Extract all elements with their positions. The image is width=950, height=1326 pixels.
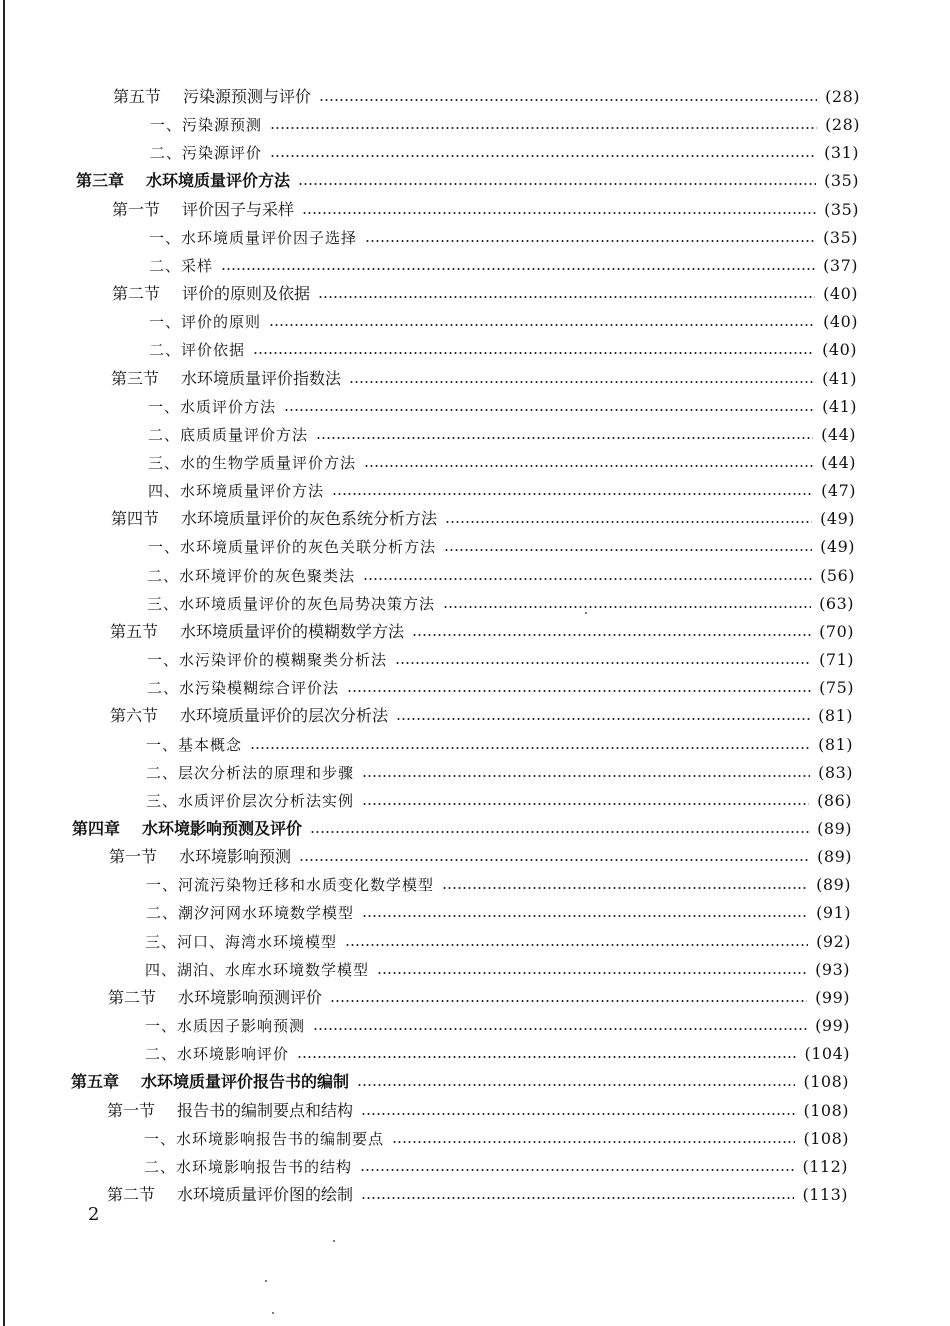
toc-page-ref: (89) <box>816 875 851 894</box>
toc-chapter-title: 水环境质量评价方法 <box>146 171 291 190</box>
toc-dot-leader <box>363 578 812 580</box>
toc-item-title: 一、污染源预测 <box>150 116 263 134</box>
toc-chapter-row <box>76 167 859 195</box>
toc-item-title: 一、水环境质量评价的灰色关联分析方法 <box>148 538 437 556</box>
toc-section-row <box>108 984 850 1012</box>
toc-page-ref: (40) <box>823 312 858 331</box>
toc-section-title: 报告书的编制要点和结构 <box>177 1101 354 1120</box>
toc-item-row <box>147 646 854 674</box>
toc-section-row <box>110 618 854 646</box>
toc-page-ref: (112) <box>802 1157 848 1176</box>
toc-section-title: 水环境质量评价指数法 <box>181 369 342 388</box>
toc-section-row <box>113 83 860 111</box>
toc-page-ref: (35) <box>824 200 859 219</box>
toc-dot-leader <box>361 1197 794 1199</box>
toc-page-ref: (70) <box>819 622 854 641</box>
toc-section-label: 第五节 <box>113 87 162 106</box>
toc-dot-leader <box>364 465 813 467</box>
toc-dot-leader <box>316 437 813 439</box>
toc-page-ref: (37) <box>823 256 858 275</box>
toc-item-row <box>149 336 857 364</box>
toc-page-ref: (83) <box>818 763 853 782</box>
toc-dot-leader <box>392 1141 795 1143</box>
toc-section-title: 水环境质量评价的灰色系统分析方法 <box>181 509 438 528</box>
toc-chapter-title: 水环境质量评价报告书的编制 <box>141 1072 350 1091</box>
toc-page-ref: (81) <box>818 706 853 725</box>
toc-chapter-title: 水环境影响预测及评价 <box>142 819 303 838</box>
toc-section-title: 水环境影响预测 <box>179 847 292 866</box>
toc-section-row <box>107 1097 849 1125</box>
toc-section-row <box>107 1181 848 1209</box>
toc-item-title: 一、基本概念 <box>146 736 243 754</box>
toc-item-title: 三、水环境质量评价的灰色局势决策方法 <box>147 595 436 613</box>
scan-speck <box>333 1240 335 1242</box>
toc-dot-leader <box>361 1113 795 1115</box>
toc-item-title: 一、水污染评价的模糊聚类分析法 <box>147 651 388 669</box>
toc-page-ref: (41) <box>822 397 857 416</box>
toc-item-row <box>148 421 856 449</box>
toc-page-ref: (71) <box>819 650 854 669</box>
toc-dot-leader <box>298 183 816 185</box>
toc-item-title: 一、水环境质量评价因子选择 <box>149 229 358 247</box>
toc-item-title: 二、污染源评价 <box>150 144 263 162</box>
toc-dot-leader <box>284 409 814 411</box>
toc-chapter-row <box>71 1068 849 1096</box>
scan-speck <box>585 612 587 614</box>
toc-dot-leader <box>270 127 817 129</box>
toc-dot-leader <box>395 662 811 664</box>
toc-page-ref: (86) <box>817 791 852 810</box>
toc-chapter-row <box>72 815 852 843</box>
toc-dot-leader <box>377 972 807 974</box>
toc-dot-leader <box>362 775 810 777</box>
toc-page-ref: (108) <box>803 1072 849 1091</box>
toc-page-ref: (28) <box>825 115 860 134</box>
toc-page-ref: (41) <box>822 369 857 388</box>
toc-section-row <box>112 196 859 224</box>
toc-page-ref: (49) <box>820 537 855 556</box>
toc-item-row <box>146 787 852 815</box>
toc-item-row <box>145 928 851 956</box>
toc-item-row <box>148 477 856 505</box>
toc-item-row <box>146 731 853 759</box>
toc-section-label: 第一节 <box>109 847 158 866</box>
toc-section-title: 评价因子与采样 <box>182 200 295 219</box>
toc-dot-leader <box>318 296 815 298</box>
toc-item-row <box>148 393 857 421</box>
toc-dot-leader <box>250 747 810 749</box>
toc-section-label: 第一节 <box>112 200 161 219</box>
toc-page-ref: (99) <box>815 1016 850 1035</box>
toc-item-title: 一、河流污染物迁移和水质变化数学模型 <box>146 876 435 894</box>
scan-speck <box>272 1312 274 1314</box>
toc-section-label: 第四节 <box>111 509 160 528</box>
toc-page-ref: (44) <box>821 453 856 472</box>
toc-page-ref: (93) <box>815 960 850 979</box>
toc-dot-leader <box>360 1169 794 1171</box>
toc-section-label: 第六节 <box>110 706 159 725</box>
toc-item-row <box>150 139 859 167</box>
toc-dot-leader <box>345 944 808 946</box>
toc-page-ref: (63) <box>819 594 854 613</box>
toc-item-title: 二、底质质量评价方法 <box>148 426 309 444</box>
toc-dot-leader <box>319 99 817 101</box>
toc-item-title: 一、水质因子影响预测 <box>145 1017 306 1035</box>
toc-dot-leader <box>302 212 816 214</box>
toc-section-title: 水环境影响预测评价 <box>178 988 323 1007</box>
toc-page-ref: (89) <box>817 819 852 838</box>
toc-dot-leader <box>313 1028 807 1030</box>
toc-item-row <box>148 533 855 561</box>
toc-page-ref: (31) <box>824 143 859 162</box>
toc-page-ref: (28) <box>825 87 860 106</box>
toc-item-title: 三、水的生物学质量评价方法 <box>148 454 357 472</box>
toc-dot-leader <box>362 915 808 917</box>
toc-dot-leader <box>297 1056 796 1058</box>
toc-page-ref: (40) <box>822 340 857 359</box>
toc-section-row <box>111 505 855 533</box>
toc-dot-leader <box>349 381 814 383</box>
toc-dot-leader <box>253 352 814 354</box>
toc-item-title: 四、湖泊、水库水环境数学模型 <box>145 961 370 979</box>
page-number: 2 <box>88 1204 100 1225</box>
toc-page-ref: (44) <box>821 425 856 444</box>
toc-dot-leader <box>365 240 815 242</box>
toc-item-row <box>149 224 858 252</box>
toc-section-label: 第三节 <box>111 369 160 388</box>
toc-item-row <box>149 308 858 336</box>
toc-page-ref: (75) <box>819 678 854 697</box>
toc-item-title: 二、采样 <box>149 257 214 275</box>
toc-item-row <box>144 1153 848 1181</box>
toc-item-row <box>145 956 850 984</box>
toc-item-row <box>145 1040 850 1068</box>
toc-item-row <box>145 1012 850 1040</box>
toc-item-row <box>146 899 851 927</box>
toc-page-ref: (113) <box>802 1185 848 1204</box>
toc-section-row <box>111 365 857 393</box>
toc-item-title: 三、河口、海湾水环境模型 <box>145 933 338 951</box>
toc-page-ref: (104) <box>804 1044 850 1063</box>
toc-section-title: 评价的原则及依据 <box>182 284 311 303</box>
toc-item-title: 一、水环境影响报告书的编制要点 <box>144 1130 385 1148</box>
toc-item-row <box>146 759 853 787</box>
toc-item-row <box>144 1125 849 1153</box>
toc-dot-leader <box>443 606 811 608</box>
toc-section-label: 第二节 <box>108 988 157 1007</box>
toc-item-title: 二、水污染模糊综合评价法 <box>147 679 340 697</box>
toc-chapter-label: 第四章 <box>72 819 121 838</box>
toc-page-ref: (92) <box>816 932 851 951</box>
toc-page-ref: (99) <box>815 988 850 1007</box>
toc-item-title: 二、水环境影响报告书的结构 <box>144 1158 353 1176</box>
toc-dot-leader <box>362 803 809 805</box>
toc-dot-leader <box>347 690 811 692</box>
toc-dot-leader <box>444 549 812 551</box>
toc-page-ref: (81) <box>818 735 853 754</box>
toc-section-row <box>109 843 852 871</box>
toc-dot-leader <box>412 634 811 636</box>
scan-speck <box>265 1280 267 1282</box>
toc-item-title: 二、水环境影响评价 <box>145 1045 290 1063</box>
toc-dot-leader <box>221 268 815 270</box>
toc-section-title: 污染源预测与评价 <box>183 87 312 106</box>
toc-page-ref: (40) <box>823 284 858 303</box>
toc-item-row <box>147 590 854 618</box>
toc-item-title: 二、水环境评价的灰色聚类法 <box>147 567 356 585</box>
toc-dot-leader <box>270 155 816 157</box>
toc-item-title: 二、评价依据 <box>149 341 246 359</box>
toc-chapter-label: 第五章 <box>71 1072 120 1091</box>
toc-item-title: 一、评价的原则 <box>149 313 262 331</box>
toc-page-ref: (49) <box>820 509 855 528</box>
toc-page-ref: (108) <box>803 1129 849 1148</box>
toc-item-title: 二、层次分析法的原理和步骤 <box>146 764 355 782</box>
toc-page-ref: (35) <box>824 171 859 190</box>
toc-item-row <box>146 871 851 899</box>
toc-section-label: 第二节 <box>107 1185 156 1204</box>
toc-dot-leader <box>299 859 809 861</box>
toc-section-row <box>112 280 858 308</box>
toc-dot-leader <box>442 887 808 889</box>
toc-chapter-label: 第三章 <box>76 171 125 190</box>
toc-item-title: 一、水质评价方法 <box>148 398 277 416</box>
toc-item-row <box>150 111 860 139</box>
toc-dot-leader <box>330 1000 807 1002</box>
toc-dot-leader <box>310 831 809 833</box>
toc-section-label: 第二节 <box>112 284 161 303</box>
toc-section-title: 水环境质量评价的层次分析法 <box>180 706 389 725</box>
toc-dot-leader <box>445 521 812 523</box>
toc-item-row <box>147 562 855 590</box>
toc-page-ref: (91) <box>816 903 851 922</box>
toc-page-ref: (35) <box>823 228 858 247</box>
toc-page-ref: (47) <box>821 481 856 500</box>
toc-section-row <box>110 702 853 730</box>
toc-page-ref: (56) <box>820 566 855 585</box>
toc-section-title: 水环境质量评价图的绘制 <box>177 1185 354 1204</box>
toc-dot-leader <box>357 1084 795 1086</box>
toc-section-label: 第一节 <box>107 1101 156 1120</box>
toc-item-row <box>147 674 854 702</box>
toc-item-title: 二、潮汐河网水环境数学模型 <box>146 904 355 922</box>
toc-section-title: 水环境质量评价的模糊数学方法 <box>180 622 405 641</box>
toc-item-title: 四、水环境质量评价方法 <box>148 482 325 500</box>
toc-item-row <box>148 449 856 477</box>
toc-item-title: 三、水质评价层次分析法实例 <box>146 792 355 810</box>
toc-item-row <box>149 252 858 280</box>
toc-dot-leader <box>332 493 813 495</box>
toc-dot-leader <box>269 324 815 326</box>
toc-dot-leader <box>396 718 810 720</box>
toc-section-label: 第五节 <box>110 622 159 641</box>
toc-page-ref: (108) <box>803 1101 849 1120</box>
toc-page-ref: (89) <box>817 847 852 866</box>
